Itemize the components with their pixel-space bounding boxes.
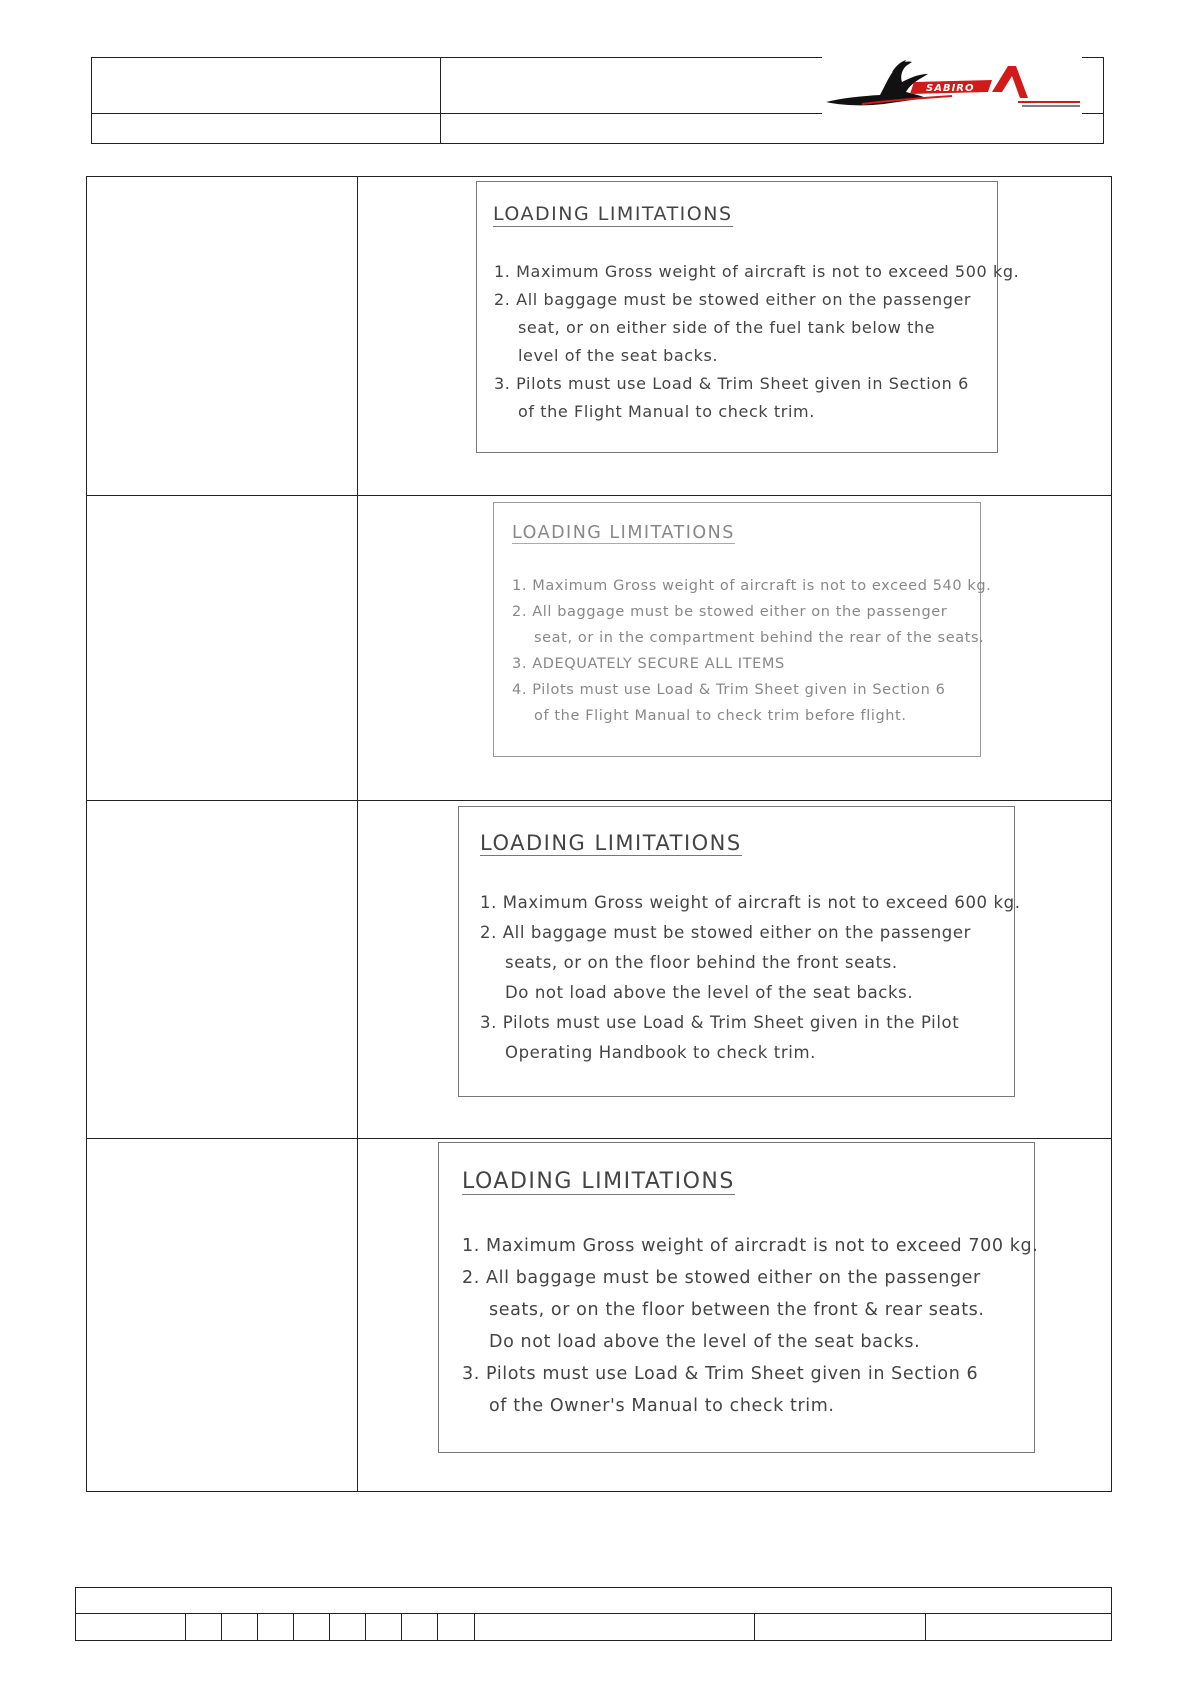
placard-540kg — [493, 502, 992, 757]
placard-line: seats, or on the floor between the front & rear seats. — [489, 1300, 985, 1320]
header-cell-issue — [92, 114, 439, 143]
placard-line: 2. All baggage must be stowed either on the passenger — [512, 604, 948, 620]
placard-title: LOADING LIMITATIONS — [462, 1169, 735, 1194]
placard-line: 2. All baggage must be stowed either on the passenger — [494, 290, 972, 309]
header-cell-title — [441, 58, 821, 113]
placard-line: Do not load above the level of the seat backs. — [489, 1332, 921, 1352]
logo-wordmark: SABIRO — [926, 83, 975, 94]
row-4-label-cell — [87, 1139, 356, 1490]
placard-line: 3. Pilots must use Load & Trim Sheet given in Section 6 — [462, 1364, 979, 1384]
placard-line: seats, or on the floor behind the front seats. — [505, 953, 898, 972]
footer-cell-label — [76, 1614, 185, 1640]
placard-line: 1. Maximum Gross weight of aircraft is not to exceed 540 kg. — [512, 578, 992, 594]
placard-line: 2. All baggage must be stowed either on the passenger — [480, 923, 971, 942]
placard-title: LOADING LIMITATIONS — [512, 523, 735, 543]
placard-line: 4. Pilots must use Load & Trim Sheet given in Section 6 — [512, 682, 946, 698]
placard-line: of the Flight Manual to check trim before flight. — [534, 708, 907, 724]
header-cell-page — [441, 114, 1103, 143]
placard-title: LOADING LIMITATIONS — [493, 203, 733, 225]
footer-cell-date — [475, 1614, 754, 1640]
placard-line: Do not load above the level of the seat backs. — [505, 983, 914, 1002]
placard-line: 3. Pilots must use Load & Trim Sheet given in the Pilot — [480, 1013, 960, 1032]
footer-cell-approval — [926, 1614, 1111, 1640]
placard-line: 2. All baggage must be stowed either on the passenger — [462, 1268, 981, 1288]
placard-line: level of the seat backs. — [518, 346, 719, 365]
placard-line: 1. Maximum Gross weight of aircradt is not to exceed 700 kg. — [462, 1236, 1039, 1256]
placard-title: LOADING LIMITATIONS — [480, 831, 742, 855]
placard-600kg — [458, 806, 1021, 1097]
placard-700kg — [438, 1142, 1039, 1453]
footer-cell-remarks — [76, 1588, 1111, 1613]
footer-cell-signature — [755, 1614, 925, 1640]
placard-line: Operating Handbook to check trim. — [505, 1043, 816, 1062]
placard-line: 1. Maximum Gross weight of aircraft is not to exceed 500 kg. — [494, 262, 1020, 281]
company-logo — [822, 52, 1084, 116]
row-2-label-cell — [87, 496, 356, 799]
placard-line: of the Owner's Manual to check trim. — [489, 1396, 835, 1416]
placard-line: of the Flight Manual to check trim. — [518, 402, 815, 421]
header-cell-doc-id — [92, 58, 439, 113]
placard-line: 3. Pilots must use Load & Trim Sheet given in Section 6 — [494, 374, 969, 393]
placard-line: 1. Maximum Gross weight of aircraft is not to exceed 600 kg. — [480, 893, 1021, 912]
placard-line: 3. ADEQUATELY SECURE ALL ITEMS — [512, 656, 785, 672]
row-3-label-cell — [87, 801, 356, 1137]
placard-line: seat, or in the compartment behind the rear of the seats. — [534, 630, 985, 646]
placard-500kg — [476, 181, 1020, 453]
row-1-label-cell — [87, 177, 356, 494]
placard-line: seat, or on either side of the fuel tank below the — [518, 318, 936, 337]
